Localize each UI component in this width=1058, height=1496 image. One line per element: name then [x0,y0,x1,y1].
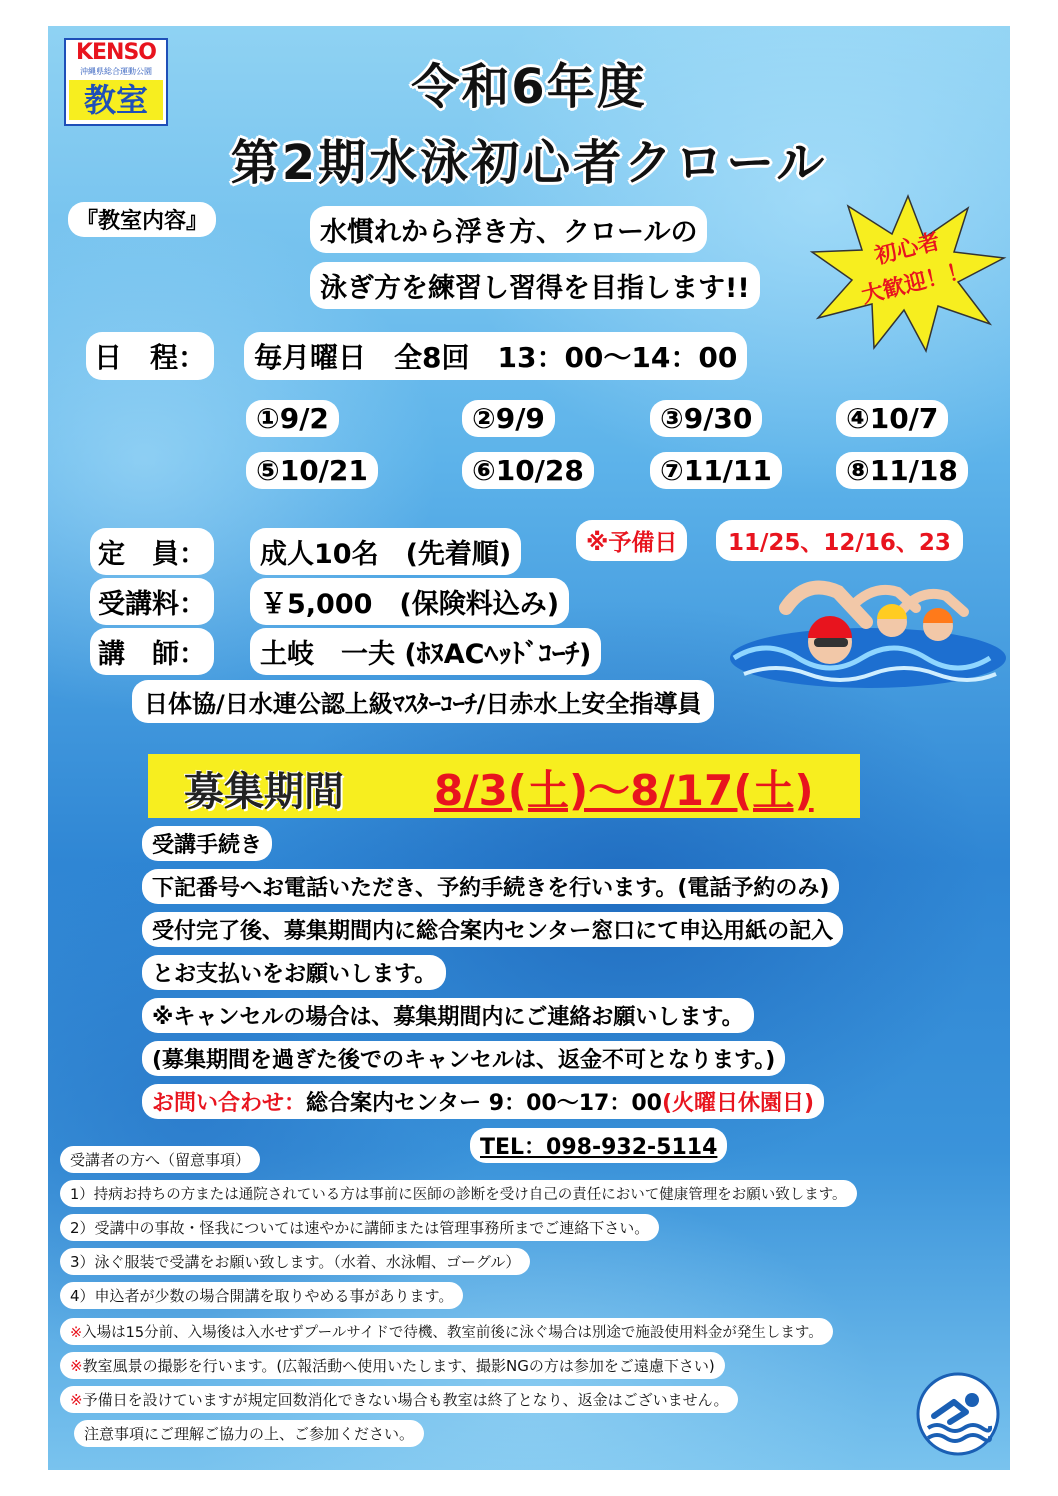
note-star-item: ※教室風景の撮影を行います。(広報活動へ使用いたします、撮影NGの方は参加をご遠慮下さい) [60,1352,725,1379]
note-item: 1）持病お持ちの方または通院されている方は事前に医師の診断を受け自己の責任において健康管理をお願い致します。 [60,1180,857,1207]
procedure-line3: とお支払いをお願いします。 [142,955,446,990]
logo-label: 教室 [69,80,163,120]
instructor-label: 講 師： [90,628,214,675]
title-line1: 令和6年度 [411,59,647,115]
session-date: ④10/7 [836,400,948,437]
contact-center: 総合案内センター 9：00～17：00 [306,1091,662,1116]
capacity-value: 成人10名 (先着順) [250,528,521,575]
recruit-label: 募集期間 [184,769,344,815]
logo-sub: 沖縄県総合運動公園 [80,67,152,76]
content-label: 『教室内容』 [68,202,216,237]
burst-line2: 大歓迎！！ [859,258,972,309]
note-star-item: ※予備日を設けていますが規定回数消化できない場合も教室は終了となり、返金はございません。 [60,1386,738,1413]
schedule-value: 毎月曜日 全8回 13：00～14：00 [244,332,747,380]
note-item: 2）受講中の事故・怪我については速やかに講師または管理事務所までご連絡下さい。 [60,1214,659,1241]
procedure-line2: 受付完了後、募集期間内に総合案内センター窓口にて申込用紙の記入 [142,912,843,947]
contact-tel: TEL：098-932-5114 [470,1128,727,1163]
content-line2: 泳ぎ方を練習し習得を目指します!! [310,262,760,309]
contact-line [142,1084,824,1119]
swimmers-illustration [726,566,1008,694]
session-date: ⑦11/11 [650,452,782,489]
note-item: 4）申込者が少数の場合開講を取りやめる事があります。 [60,1282,463,1309]
contact-label: お問い合わせ： [152,1091,307,1116]
reserve-label: ※予備日 [576,520,687,561]
procedure-heading: 受講手続き [142,826,272,861]
star-mark: ※ [70,1391,83,1409]
note-item: 3）泳ぐ服装で受講をお願い致します。（水着、水泳帽、ゴーグル） [60,1248,530,1275]
star-mark: ※ [70,1357,83,1375]
contact-closed: (火曜日休園日) [661,1091,815,1116]
capacity-label: 定 員： [90,528,214,575]
instructor-value: 土岐 一夫 (ﾎﾇACﾍｯﾄﾞｺｰﾁ) [250,628,601,675]
burst-line1: 初心者 [872,229,943,270]
session-date: ⑧11/18 [836,452,968,489]
procedure-line5: (募集期間を過ぎた後でのキャンセルは、返金不可となります。) [142,1041,785,1076]
logo-brand: KENSO [75,40,157,65]
title-line2: 第2期水泳初心者クロール [230,135,828,191]
session-date: ⑥10/28 [462,452,594,489]
session-date: ②9/9 [462,400,555,437]
procedure-line4: ※キャンセルの場合は、募集期間内にご連絡お願いします。 [142,998,754,1033]
session-date: ⑤10/21 [246,452,378,489]
swimmer-icon [916,1372,1000,1456]
recruit-banner [148,754,860,818]
notes-heading: 受講者の方へ（留意事項） [60,1146,260,1173]
notes-closing: 注意事項にご理解ご協力の上、ご参加ください。 [74,1420,424,1447]
fee-value: ￥5,000 (保険料込み) [250,578,569,625]
content-line1: 水慣れから浮き方、クロールの [310,206,707,253]
reserve-dates: 11/25、12/16、23 [716,520,963,561]
procedure-line1: 下記番号へお電話いただき、予約手続きを行います。(電話予約のみ) [142,869,839,904]
instructor-credentials: 日体協/日水連公認上級ﾏｽﾀｰｺｰﾁ/日赤水上安全指導員 [132,680,714,723]
star-mark: ※ [70,1325,83,1341]
schedule-label: 日 程： [86,332,214,380]
fee-label: 受講料： [90,578,214,625]
note-star-item: ※入場は15分前、入場後は入水せずプールサイドで待機、教室前後に泳ぐ場合は別途で施設使用料金が発生します。 [60,1318,833,1345]
session-date: ③9/30 [650,400,762,437]
session-date: ①9/2 [246,400,339,437]
recruit-period: 8/3(土)～8/17(土) [434,766,814,815]
poster [48,26,1010,1470]
